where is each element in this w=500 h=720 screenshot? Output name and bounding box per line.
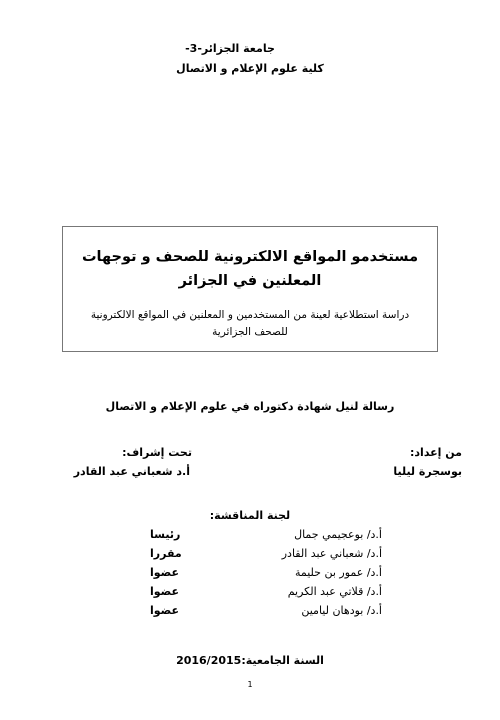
committee-list [142, 528, 382, 623]
prepared-by-label: من إعداد: [410, 446, 462, 459]
committee-member [142, 585, 382, 604]
thesis-title-box [62, 226, 438, 352]
faculty-name: كلية علوم الإعلام و الاتصال [176, 62, 324, 75]
author-name: بوسجرة ليليا [393, 465, 462, 478]
committee-member-name: أ.د/ شعباني عبد القادر [281, 547, 382, 560]
committee-member-name: أ.د/ عمور بن حليمة [294, 566, 382, 579]
committee-member-name: أ.د/ بوعجيمي جمال [294, 528, 382, 541]
committee-member-role: رئيسا [150, 528, 181, 541]
committee-member-role: عضوا [150, 566, 180, 579]
page-number: 1 [247, 680, 253, 689]
committee-member-role: عضوا [150, 585, 180, 598]
committee-member-role: مقررا [150, 547, 182, 560]
university-name: جامعة الجزائر-3- [185, 42, 275, 55]
committee-member-role: عضوا [150, 604, 180, 617]
committee-member [142, 566, 382, 585]
supervised-by-label: تحت إشراف: [122, 446, 192, 459]
degree-statement: رسالة لنيل شهادة دكتوراه في علوم الإعلام و الاتصال [105, 400, 395, 413]
committee-member [142, 604, 382, 623]
committee-title: لجنة المناقشة: [209, 509, 291, 522]
committee-member [142, 547, 382, 566]
committee-member [142, 528, 382, 547]
academic-year: السنة الجامعية:2016/2015 [176, 654, 324, 667]
thesis-subtitle: دراسة استطلاعية لعينة من المستخدمين و المعلنين في المواقع الالكترونية للصحف الجزائرية [90, 309, 410, 338]
committee-member-name: أ.د/ بودهان ليامين [301, 604, 382, 617]
supervisor-name: أ.د شعباني عبد القادر [73, 465, 190, 478]
thesis-title: مستخدمو المواقع الالكترونية للصحف و توجهات المعلنين في الجزائر [81, 249, 419, 289]
committee-member-name: أ.د/ قلاتي عبد الكريم [287, 585, 382, 598]
